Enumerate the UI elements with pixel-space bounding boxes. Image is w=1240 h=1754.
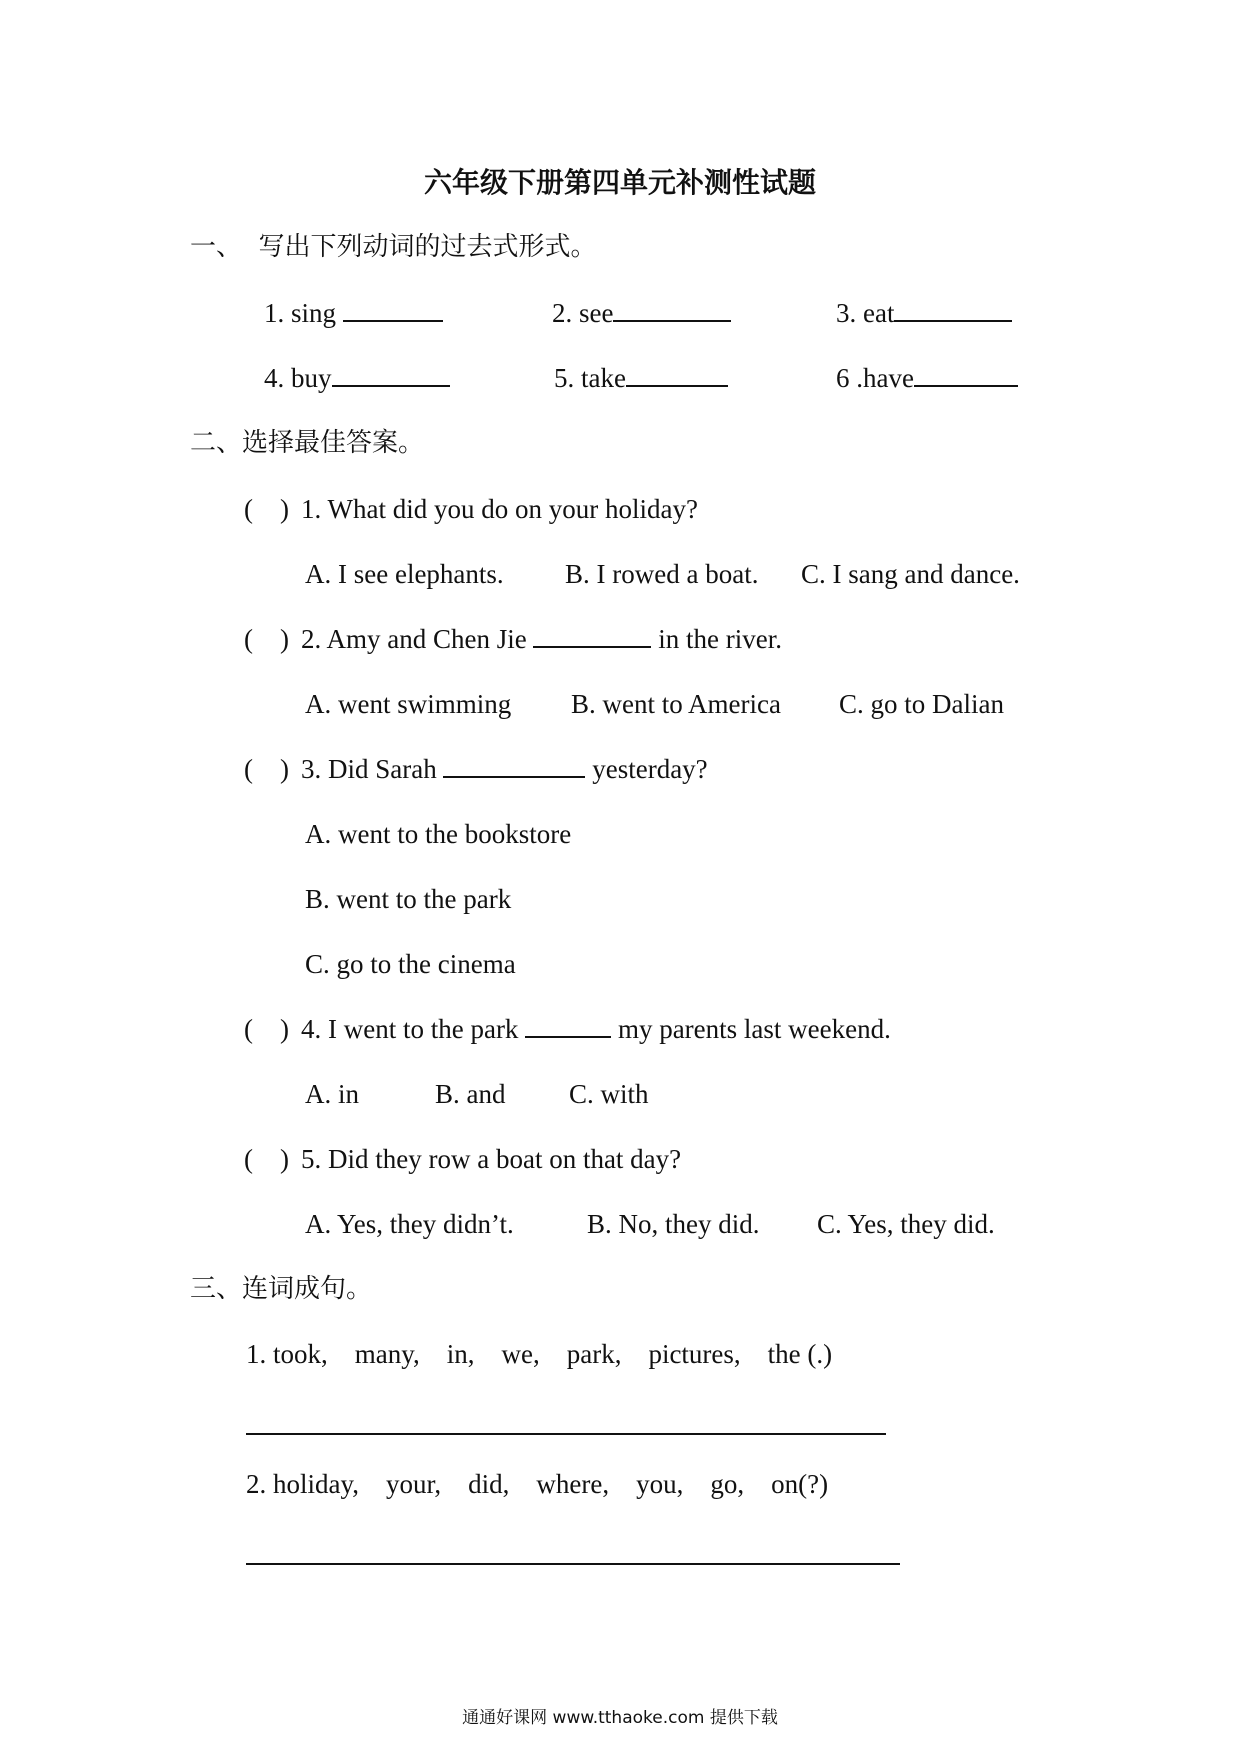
sentence-prompt-1: 1. took, many, in, we, park, pictures, the (.): [246, 1339, 833, 1369]
question-5: 5. Did they row a boat on that day?: [301, 1144, 682, 1174]
question-text: 2. Amy and Chen Jie: [301, 624, 527, 654]
section2-heading: 二、选择最佳答案。: [190, 428, 425, 458]
q5-option-a: A. Yes, they didn’t.: [305, 1209, 514, 1239]
verb-label: 4. buy: [264, 363, 332, 393]
answer-paren[interactable]: ( ): [244, 494, 289, 524]
answer-blank[interactable]: [525, 1012, 611, 1038]
section1-heading: 一、 写出下列动词的过去式形式。: [190, 232, 597, 262]
answer-blank[interactable]: [914, 361, 1018, 387]
answer-blank[interactable]: [894, 296, 1012, 322]
question-text: in the river.: [658, 624, 782, 654]
sentence-prompt-2: 2. holiday, your, did, where, you, go, on(?): [246, 1469, 829, 1499]
question-text: 4. I went to the park: [301, 1014, 519, 1044]
q5-option-b: B. No, they did.: [587, 1209, 760, 1239]
q1-option-c: C. I sang and dance.: [801, 559, 1020, 589]
verb-item-1: [264, 296, 443, 330]
section3-heading: 三、连词成句。: [190, 1274, 373, 1304]
answer-line-1[interactable]: [246, 1433, 886, 1435]
q2-option-b: B. went to America: [571, 689, 781, 719]
answer-blank[interactable]: [343, 296, 443, 322]
answer-blank[interactable]: [332, 361, 450, 387]
question-4: [301, 1012, 891, 1046]
verb-item-2: [552, 296, 731, 330]
question-text: my parents last weekend.: [617, 1014, 891, 1044]
answer-line-2[interactable]: [246, 1563, 900, 1565]
verb-label: 6 .have: [836, 363, 914, 393]
verb-item-5: [554, 361, 728, 395]
q5-option-c: C. Yes, they did.: [817, 1209, 995, 1239]
answer-blank[interactable]: [626, 361, 728, 387]
question-2: [301, 622, 782, 656]
verb-label: 1. sing: [264, 298, 337, 328]
question-3: [301, 752, 708, 786]
answer-blank[interactable]: [443, 752, 585, 778]
answer-paren[interactable]: ( ): [244, 1014, 289, 1044]
verb-label: 3. eat: [836, 298, 895, 328]
verb-item-6: [836, 361, 1018, 395]
answer-paren[interactable]: ( ): [244, 1144, 289, 1174]
q2-option-a: A. went swimming: [305, 689, 512, 719]
question-text: yesterday?: [592, 754, 708, 784]
question-1: 1. What did you do on your holiday?: [301, 494, 698, 524]
q1-option-a: A. I see elephants.: [305, 559, 504, 589]
answer-blank[interactable]: [613, 296, 731, 322]
page-title: 六年级下册第四单元补测性试题: [423, 166, 816, 199]
verb-label: 2. see: [552, 298, 614, 328]
verb-item-3: [836, 296, 1012, 330]
verb-label: 5. take: [554, 363, 626, 393]
answer-paren[interactable]: ( ): [244, 624, 289, 654]
q4-option-a: A. in: [305, 1079, 359, 1109]
q3-option-a: A. went to the bookstore: [305, 819, 572, 849]
question-text: 3. Did Sarah: [301, 754, 437, 784]
q4-option-b: B. and: [435, 1079, 506, 1109]
answer-paren[interactable]: ( ): [244, 754, 289, 784]
q3-option-c: C. go to the cinema: [305, 949, 516, 979]
verb-item-4: [264, 361, 450, 395]
q3-option-b: B. went to the park: [305, 884, 512, 914]
answer-blank[interactable]: [533, 622, 651, 648]
footer-credit: 通通好课网 www.tthaoke.com 提供下载: [462, 1708, 778, 1728]
q2-option-c: C. go to Dalian: [839, 689, 1004, 719]
q1-option-b: B. I rowed a boat.: [565, 559, 759, 589]
q4-option-c: C. with: [569, 1079, 649, 1109]
